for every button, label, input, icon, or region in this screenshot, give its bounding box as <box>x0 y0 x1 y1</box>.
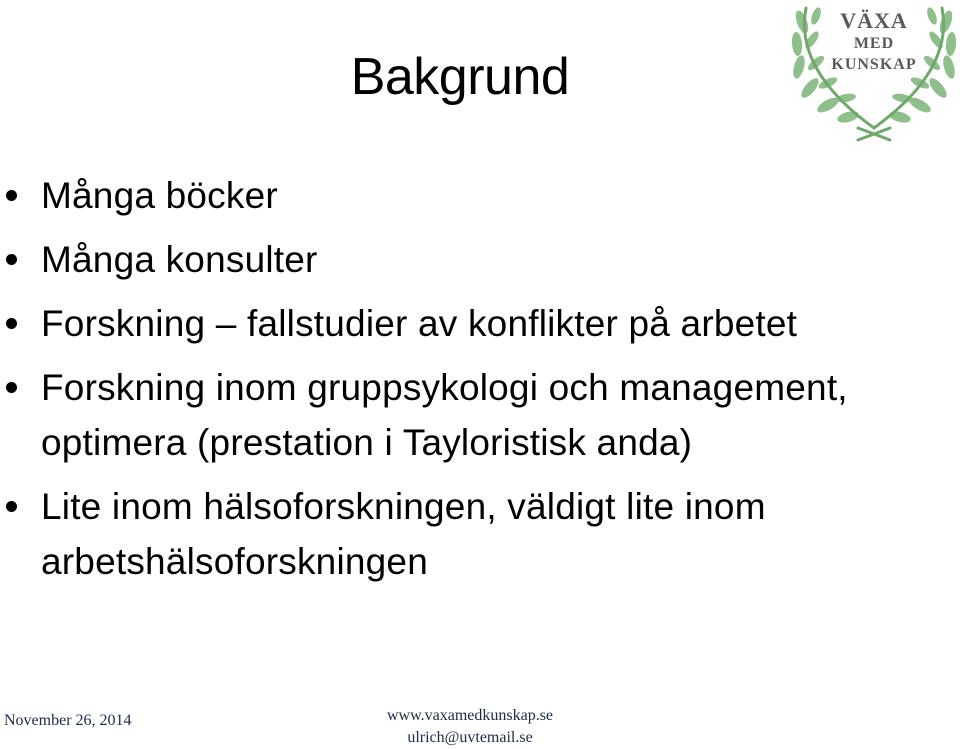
logo-text-line1: VÄXA <box>840 8 908 33</box>
slide-title: Bakgrund <box>350 48 570 106</box>
bullet-item: Många böcker <box>0 168 940 223</box>
bullet-item: Lite inom hälsoforskningen, väldigt lite inom arbetshälsoforskningen <box>0 479 940 589</box>
bullet-item: Forskning – fallstudier av konflikter på arbetet <box>0 296 940 351</box>
footer-website: www.vaxamedkunskap.se <box>386 707 554 724</box>
vaxa-med-kunskap-logo <box>788 0 960 146</box>
footer-email: ulrich@uvtemail.se <box>407 729 533 746</box>
bullet-item: Många konsulter <box>0 232 940 287</box>
footer-contact <box>340 705 600 749</box>
logo-text-line3: KUNSKAP <box>831 56 917 73</box>
bullet-list <box>0 168 940 589</box>
bullet-item: Forskning inom gruppsykologi och management, optimera (prestation i Tayloristisk anda) <box>0 360 940 470</box>
footer-date: November 26, 2014 <box>4 712 132 729</box>
logo-text-line2: MED <box>853 35 895 52</box>
